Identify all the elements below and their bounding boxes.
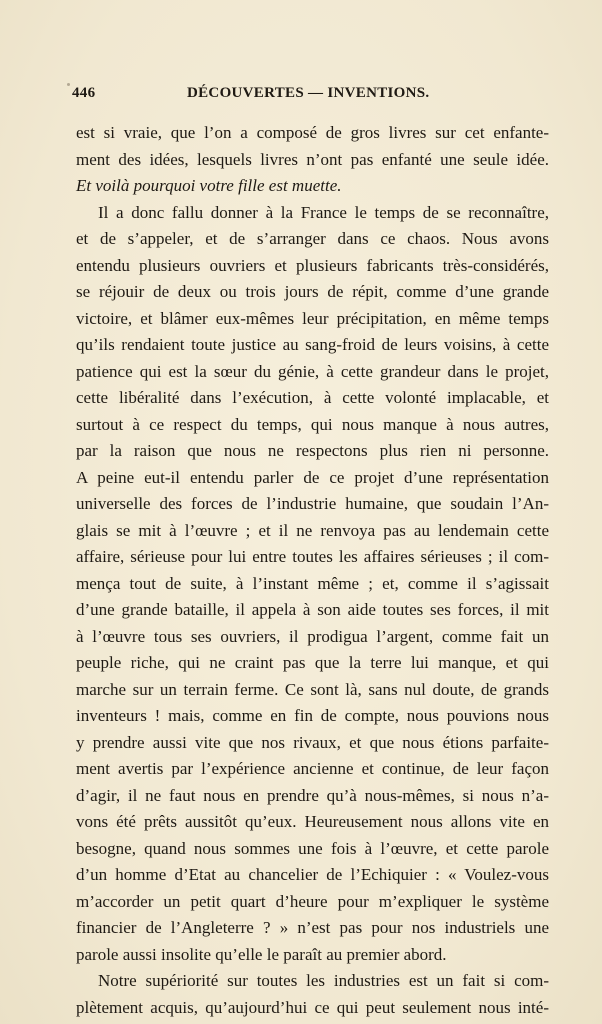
text-line: qu’ils rendaient toute justice au sang-froid de leurs voisins, à cette [76, 335, 549, 354]
page-number: 446 [72, 85, 96, 101]
text-line: et de s’appeler, et de s’arranger dans ce chaos. Nous avons [76, 229, 549, 248]
text-line: cette libéralité dans l’exécution, à cette volonté implacable, et [76, 388, 549, 407]
text-line: d’agir, il ne faut nous en prendre qu’à nous-mêmes, si nous n’a- [76, 785, 549, 805]
text-line: est si vraie, que l’on a composé de gros livres sur cet enfante- [76, 123, 549, 142]
body-text [76, 120, 549, 1021]
running-title: DÉCOUVERTES — INVENTIONS. [187, 85, 430, 101]
text-line: vons été prêts aussitôt qu’eux. Heureusement nous allons vite en [76, 812, 549, 831]
text-line: universelle des forces de l’industrie humaine, que soudain l’An- [76, 494, 549, 513]
text-line-italic: Et voilà pourquoi votre fille est muette. [76, 176, 342, 195]
text-line: d’une grande bataille, il appela à son aide toutes ses forces, il mit [76, 600, 549, 619]
text-line: se réjouir de deux ou trois jours de répit, comme d’une grande [76, 282, 549, 301]
text-line: A peine eut-il entendu parler de ce projet d’une représentation [76, 467, 549, 487]
text-line: peuple riche, qui ne craint pas que la terre lui manque, et qui [76, 653, 549, 672]
text-line: d’un homme d’Etat au chancelier de l’Echiquier : « Voulez-vous [76, 865, 549, 884]
text-line: ment des idées, lesquels livres n’ont pas enfanté une seule idée. [76, 149, 549, 169]
text-line: ment avertis par l’expérience ancienne et continue, de leur façon [76, 759, 549, 778]
text-line: y prendre aussi vite que nos rivaux, et que nous étions parfaite- [76, 732, 549, 752]
text-line: patience qui est la sœur du génie, à cette grandeur dans le projet, [76, 361, 549, 381]
text-line: besogne, quand nous sommes une fois à l’œuvre, et cette parole [76, 838, 549, 858]
text-line: Il a donc fallu donner à la France le temps de se reconnaître, [98, 202, 549, 222]
text-line: glais se mit à l’œuvre ; et il ne renvoya pas au lendemain cette [76, 520, 549, 540]
page-header [72, 85, 542, 105]
text-line: Notre supériorité sur toutes les industries est un fait si com- [98, 971, 549, 990]
text-line: inventeurs ! mais, comme en fin de compte, nous pouvions nous [76, 706, 549, 725]
text-line: plètement acquis, qu’aujourd’hui ce qui peut seulement nous inté- [76, 997, 549, 1017]
text-line: par la raison que nous ne respectons plus rien ni personne. [76, 441, 549, 460]
text-line: entendu plusieurs ouvriers et plusieurs fabricants très-considérés, [76, 255, 549, 275]
text-line: marche sur un terrain ferme. Ce sont là, sans nul doute, de grands [76, 679, 549, 699]
text-line: affaire, sérieuse pour lui entre toutes les affaires sérieuses ; il com- [76, 547, 549, 566]
text-line: m’accorder un petit quart d’heure pour m’expliquer le système [76, 891, 549, 911]
text-line: victoire, et blâmer eux-mêmes leur précipitation, en même temps [76, 308, 549, 328]
text-line: mença tout de suite, à l’instant même ; et, comme il s’agissait [76, 573, 549, 593]
text-line: surtout à ce respect du temps, qui nous manque à nous autres, [76, 414, 549, 434]
paper-speck [67, 83, 70, 86]
text-line: à l’œuvre tous ses ouvriers, il prodigua l’argent, comme fait un [76, 626, 549, 646]
text-line: financier de l’Angleterre ? » n’est pas pour nos industriels une [76, 918, 549, 937]
text-line-paragraph-end: parole aussi insolite qu’elle le paraît au premier abord. [76, 944, 447, 964]
